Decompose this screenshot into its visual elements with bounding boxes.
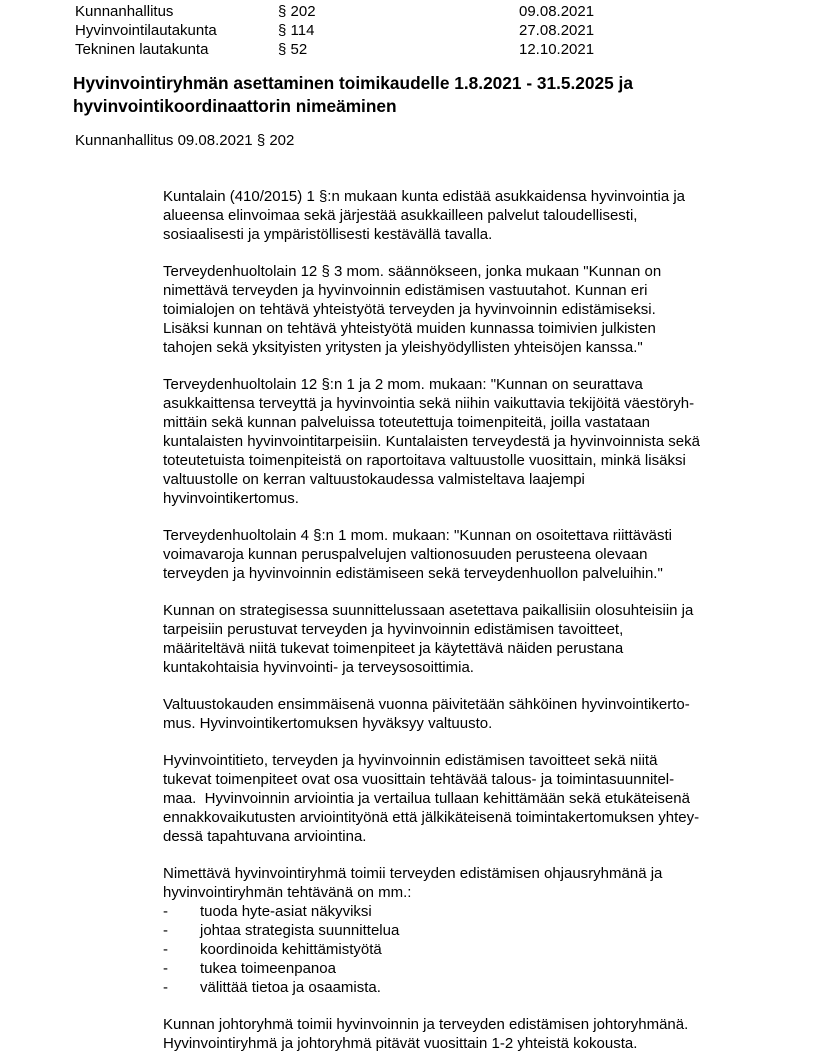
text-line: Hyvinvointiryhmä ja johtoryhmä pitävät vuosittain 1-2 yhteistä kokousta. bbox=[163, 1035, 638, 1052]
text-line: Terveydenhuoltolain 12 § 3 mom. säännökseen, jonka mukaan "Kunnan on bbox=[163, 263, 662, 280]
list-item-text: johtaa strategista suunnittelua bbox=[200, 922, 400, 939]
text-line: Terveydenhuoltolain 4 §:n 1 mom. mukaan: "Kunnan on osoitettava riittävästi bbox=[163, 527, 672, 544]
text-line: toimialojen on tehtävä yhteistyötä terveyden ja hyvinvoinnin edistämiseksi. bbox=[163, 301, 656, 318]
list-item bbox=[163, 978, 811, 997]
decision-history-board-name: Tekninen lautakunta bbox=[75, 41, 209, 58]
section-heading: Kunnanhallitus 09.08.2021 § 202 bbox=[75, 132, 295, 149]
text-line: toteutetuista toimenpiteistä on raportoitava valtuustolle vuosittain, minkä lisäksi bbox=[163, 452, 686, 469]
paragraph bbox=[163, 695, 811, 733]
decision-history-date: 09.08.2021 bbox=[519, 3, 595, 20]
list-marker: - bbox=[163, 903, 168, 920]
list-item bbox=[163, 921, 811, 940]
text-line: määriteltävä niitä tukevat toimenpiteet ja käytettävä näiden perustana bbox=[163, 640, 624, 657]
paragraph bbox=[163, 375, 811, 508]
list-item-text: tukea toimeenpanoa bbox=[200, 960, 336, 977]
text-line: kuntakohtaisia hyvinvointi- ja terveysosoittimia. bbox=[163, 659, 474, 676]
decision-history-board-name: Hyvinvointilautakunta bbox=[75, 22, 217, 39]
text-line: terveyden ja hyvinvoinnin edistämiseen sekä terveydenhuollon palveluihin." bbox=[163, 565, 663, 582]
text-line: nimettävä terveyden ja hyvinvoinnin edistämisen vastuutahot. Kunnan eri bbox=[163, 282, 648, 299]
text-line: dessä tapahtuvana arviointina. bbox=[163, 828, 367, 845]
text-line: asukkaittensa terveyttä ja hyvinvointia sekä niihin vaikuttavia tekijöitä väestöryh- bbox=[163, 395, 695, 412]
text-line: sosiaalisesti ja ympäristöllisesti kestävällä tavalla. bbox=[163, 226, 493, 243]
list-item-text: koordinoida kehittämistyötä bbox=[200, 941, 382, 958]
document-title-line-1: Hyvinvointiryhmän asettaminen toimikaudelle 1.8.2021 - 31.5.2025 ja bbox=[73, 73, 633, 93]
decision-history-section-number: § 202 bbox=[278, 3, 316, 20]
decision-history-row bbox=[75, 21, 594, 40]
text-line: hyvinvointikertomus. bbox=[163, 490, 299, 507]
text-line: maa. Hyvinvoinnin arviointia ja vertailua tullaan kehittämään sekä etukäteisenä bbox=[163, 790, 690, 807]
list-item bbox=[163, 959, 811, 978]
text-line: valtuustolle on kerran valtuustokaudessa valmisteltava laajempi bbox=[163, 471, 585, 488]
list-item-text: tuoda hyte-asiat näkyviksi bbox=[200, 903, 372, 920]
paragraph bbox=[163, 601, 811, 677]
text-line: Kuntalain (410/2015) 1 §:n mukaan kunta edistää asukkaidensa hyvinvointia ja bbox=[163, 188, 686, 205]
list-item-text: välittää tietoa ja osaamista. bbox=[200, 979, 381, 996]
text-line: Hyvinvointitieto, terveyden ja hyvinvoinnin edistämisen tavoitteet sekä niitä bbox=[163, 752, 658, 769]
text-line: Lisäksi kunnan on tehtävä yhteistyötä muiden kunnassa toimivien julkisten bbox=[163, 320, 656, 337]
text-line: Terveydenhuoltolain 12 §:n 1 ja 2 mom. mukaan: "Kunnan on seurattava bbox=[163, 376, 643, 393]
paragraph bbox=[163, 751, 811, 846]
decision-history-date: 27.08.2021 bbox=[519, 22, 595, 39]
list-marker: - bbox=[163, 960, 168, 977]
text-line: tahojen sekä yksityisten yritysten ja yleishyödyllisten yhteisöjen kanssa." bbox=[163, 339, 643, 356]
list-marker: - bbox=[163, 922, 168, 939]
text-line: hyvinvointiryhmän tehtävänä on mm.: bbox=[163, 884, 412, 901]
decision-history-row bbox=[75, 40, 594, 59]
list-marker: - bbox=[163, 941, 168, 958]
decision-history-row bbox=[75, 2, 594, 21]
text-line: Nimettävä hyvinvointiryhmä toimii terveyden edistämisen ohjausryhmänä ja bbox=[163, 865, 663, 882]
list-marker: - bbox=[163, 979, 168, 996]
decision-history-section-number: § 52 bbox=[278, 41, 308, 58]
paragraph bbox=[163, 864, 811, 997]
paragraph bbox=[163, 262, 811, 357]
decision-history-date: 12.10.2021 bbox=[519, 41, 595, 58]
document-title-line-2: hyvinvointikoordinaattorin nimeäminen bbox=[73, 96, 397, 116]
document-title bbox=[73, 72, 633, 118]
list-item bbox=[163, 940, 811, 959]
text-line: tukevat toimenpiteet ovat osa vuosittain tehtävää talous- ja toimintasuunnitel- bbox=[163, 771, 675, 788]
paragraph bbox=[163, 187, 811, 244]
text-line: mittäin sekä kunnan palveluissa toteutettuja toimenpiteitä, joilla vastataan bbox=[163, 414, 650, 431]
text-line: Kunnan on strategisessa suunnittelussaan asetettava paikallisiin olosuhteisiin ja bbox=[163, 602, 694, 619]
text-line: Valtuustokauden ensimmäisenä vuonna päivitetään sähköinen hyvinvointikerto- bbox=[163, 696, 690, 713]
decision-history-section-number: § 114 bbox=[278, 22, 315, 39]
decision-history-table bbox=[75, 2, 594, 59]
decision-history-board-name: Kunnanhallitus bbox=[75, 3, 174, 20]
text-line: kuntalaisten hyvinvointitarpeisiin. Kuntalaisten terveydestä ja hyvinvoinnista sekä bbox=[163, 433, 700, 450]
paragraph bbox=[163, 526, 811, 583]
text-line: tarpeisiin perustuvat terveyden ja hyvinvoinnin edistämisen tavoitteet, bbox=[163, 621, 624, 638]
paragraph bbox=[163, 1015, 811, 1053]
document-body bbox=[163, 187, 811, 1056]
text-line: voimavaroja kunnan peruspalvelujen valtionosuuden perusteena olevaan bbox=[163, 546, 648, 563]
text-line: alueensa elinvoimaa sekä järjestää asukkailleen palvelut taloudellisesti, bbox=[163, 207, 638, 224]
text-line: ennakkovaikutusten arviointityönä että jälkikäteisenä toimintakertomuksen yhtey- bbox=[163, 809, 700, 826]
text-line: Kunnan johtoryhmä toimii hyvinvoinnin ja terveyden edistämisen johtoryhmänä. bbox=[163, 1016, 689, 1033]
text-line: mus. Hyvinvointikertomuksen hyväksyy valtuusto. bbox=[163, 715, 493, 732]
list-item bbox=[163, 902, 811, 921]
